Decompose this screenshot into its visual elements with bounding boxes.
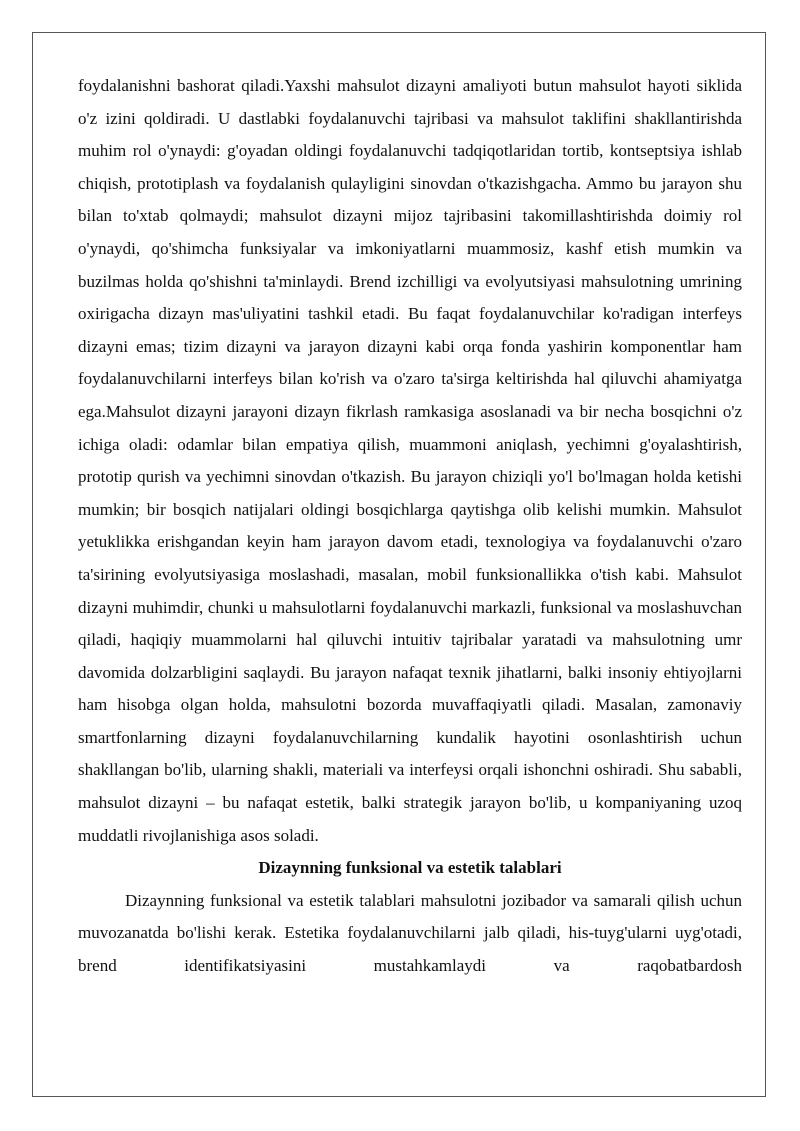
- body-paragraph-2: Dizaynning funksional va estetik talablari mahsulotni jozibador va samarali qilish uchun muvozanatda bo'lishi kerak. Estetika foydalanuvchilarni jalb qiladi, his-tuyg'ularni uyg'otadi, brend identifikatsiyasini mustahkamlaydi va raqobatbardosh: [78, 890, 742, 976]
- section-heading: Dizaynning funksional va estetik talablari: [258, 858, 562, 878]
- body-paragraph-1: foydalanishni bashorat qiladi.Yaxshi mahsulot dizayni amaliyoti butun mahsulot hayoti siklida o'z izini qoldiradi. U dastlabki foydalanuvchi tajribasi va mahsulot taklifini shakllantirishda muhim rol o'ynaydi: g'oyadan oldingi foydalanuvchi tadqiqotlaridan tortib, kontseptsiya ishlab chiqish, prototiplash va foydalanish qulayligini sinovdan o'tkazishgacha. Ammo bu jarayon shu bilan to'xtab qolmaydi; mahsulot dizayni mijoz tajribasini takomillashtirishda doimiy rol o'ynaydi, qo'shimcha funksiyalar va imkoniyatlarni muammosiz, kashf etish mumkin va buzilmas holda qo'shishni ta'minlaydi. Brend izchilligi va evolyutsiyasi mahsulotning umrining oxirigacha dizayn mas'uliyatini tashkil etadi. Bu faqat foydalanuvchilar ko'radigan interfeys dizayni emas; tizim dizayni va jarayon dizayni kabi orqa fonda yashirin komponentlar ham foydalanuvchilarni interfeys bilan ko'rish va o'zaro ta'sirga keltirishda hal qiluvchi ahamiyatga ega.Mahsulot dizayni jarayoni dizayn fikrlash ramkasiga asoslanadi va bir necha bosqichni o'z ichiga oladi: odamlar bilan empatiya qilish, muammoni aniqlash, yechimni g'oyalashtirish, prototip qurish va yechimni sinovdan o'tkazish. Bu jarayon chiziqli yo'l bo'lmagan holda ketishi mumkin; bir bosqich natijalari oldingi bosqichlarga qaytishga olib kelishi mumkin. Mahsulot yetuklikka erishgandan keyin ham jarayon davom etadi, texnologiya va foydalanuvchi o'zaro ta'sirining evolyutsiyasiga moslashadi, masalan, mobil funksionallikka o'tish kabi. Mahsulot dizayni muhimdir, chunki u mahsulotlarni foydalanuvchi markazli, funksional va moslashuvchan qiladi, haqiqiy muammolarni hal qiluvchi intuitiv tajribalar yaratadi va mahsulotning umr davomida dolzarbligini saqlaydi. Bu jarayon nafaqat texnik jihatlarni, balki insoniy ehtiyojlarni ham hisobga olgan holda, mahsulotni bozorda muvaffaqiyatli qiladi. Masalan, zamonaviy smartfonlarning dizayni foydalanuvchilarning kundalik hayotini osonlashtirish uchun shakllangan bo'lib, ularning shakli, materiali va interfeysi orqali ishonchni oshiradi. Shu sababli, mahsulot dizayni – bu nafaqat estetik, balki strategik jarayon bo'lib, u kompaniyaning uzoq muddatli rivojlanishiga asos soladi.: [78, 76, 742, 845]
- document-body: [78, 70, 742, 983]
